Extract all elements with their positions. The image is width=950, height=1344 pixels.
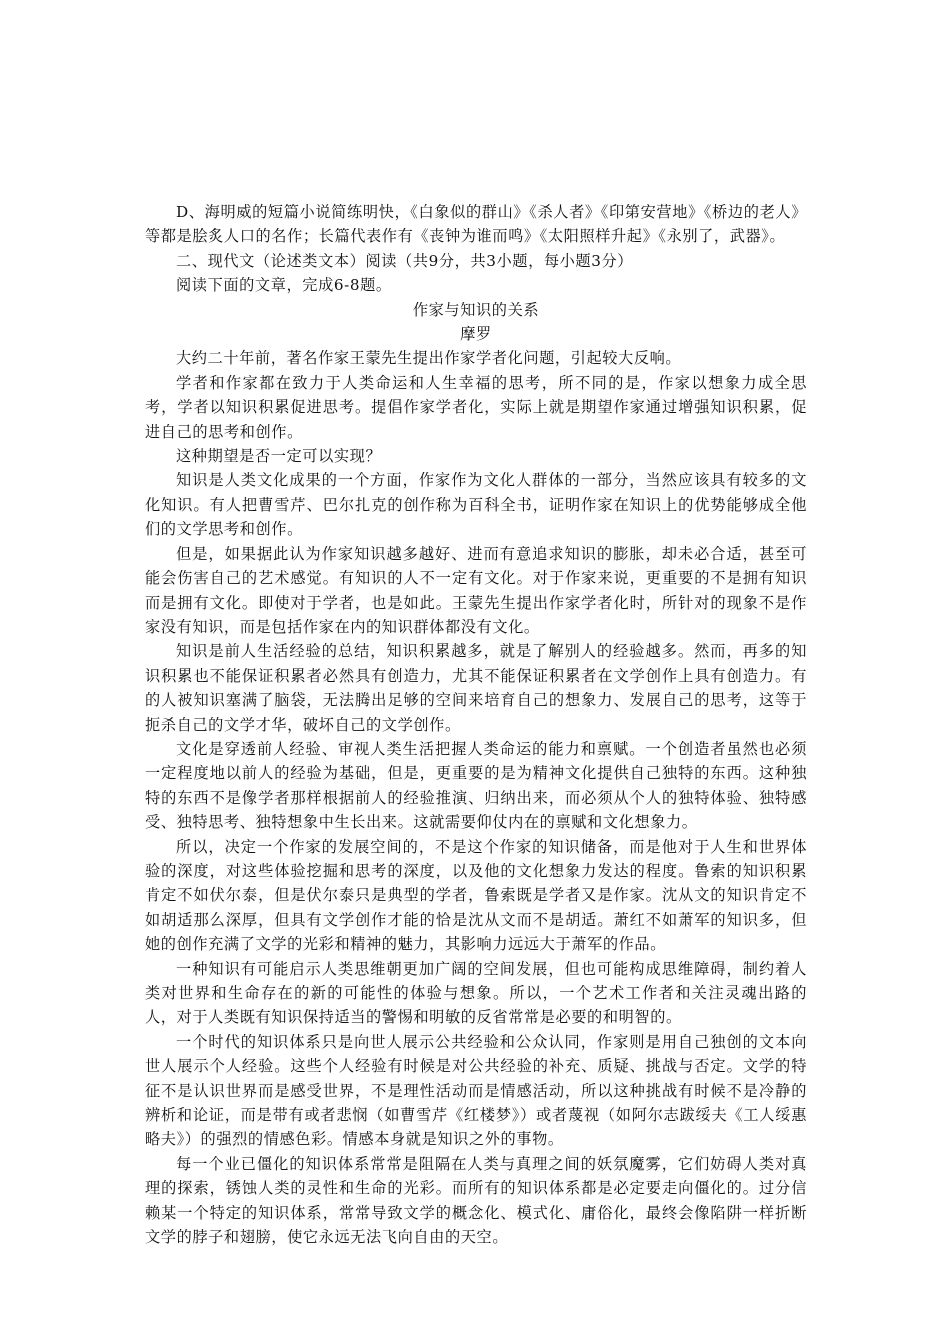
article-paragraph: 知识是前人生活经验的总结，知识积累越多，就是了解别人的经验越多。然而，再多的知识积累也不能保证积累者必然具有创造力，尤其不能保证积累者在文学创作上具有创造力。有的人被知识塞满了脑袋，无法腾出足够的空间来培育自己的想象力、发展自己的思考，这等于扼杀自己的文学才华，破坏自己的文学创作。 <box>145 642 807 734</box>
article-paragraph: 但是，如果据此认为作家知识越多越好、进而有意追求知识的膨胀，却未必合适，甚至可能会伤害自己的艺术感觉。有知识的人不一定有文化。对于作家来说，更重要的不是拥有知识而是拥有文化。即使对于学者，也是如此。王蒙先生提出作家学者化时，所针对的现象不是作家没有知识，而是包括作家在内的知识群体都没有文化。 <box>145 544 807 636</box>
article-paragraph: 大约二十年前，著名作家王蒙先生提出作家学者化问题，引起较大反响。 <box>176 349 682 368</box>
article-paragraph: 文化是穿透前人经验、审视人类生活把握人类命运的能力和禀赋。一个创造者虽然也必须一定程度地以前人的经验为基础，但是，更重要的是为精神文化提供自己独特的东西。这种独特的东西不是像学者那样根据前人的经验推演、归纳出来，而必须从个人的独特体验、独特感受、独特思考、独特想象中生长出来。这就需要仰仗内在的禀赋和文化想象力。 <box>145 739 807 832</box>
article-paragraph: 这种期望是否一定可以实现？ <box>176 447 382 466</box>
document-page <box>145 200 807 1249</box>
article-title: 作家与知识的关系 <box>412 300 540 319</box>
article-paragraph: 知识是人类文化成果的一个方面，作家作为文化人群体的一部分，当然应该具有较多的文化知识。有人把曹雪芹、巴尔扎克的创作称为百科全书，证明作家在知识上的优势能够成全他们的文学思考和创作。 <box>145 471 807 539</box>
article-paragraph: 每一个业已僵化的知识体系常常是阻隔在人类与真理之间的妖氛魔雾，它们妨碍人类对真理的探索，锈蚀人类的灵性和生命的光彩。而所有的知识体系都是必定要走向僵化的。过分信赖某一个特定的知识体系，常常导致文学的概念化、模式化、庸俗化，最终会像陷阱一样折断文学的脖子和翅膀，使它永远无法飞向自由的天空。 <box>145 1154 807 1247</box>
article-paragraph: 学者和作家都在致力于人类命运和人生幸福的思考，所不同的是，作家以想象力成全思考，学者以知识积累促进思考。提倡作家学者化，实际上就是期望作家通过增强知识积累，促进自己的思考和创作。 <box>145 373 807 441</box>
option-d-text: D、海明威的短篇小说简练明快，《白象似的群山》《杀人者》《印第安营地》《桥边的老人》等都是脍炙人口的名作；长篇代表作有《丧钟为谁而鸣》《太阳照样升起》《永别了，武器》。 <box>145 203 807 246</box>
article-paragraph: 一种知识有可能启示人类思维朝更加广阔的空间发展，但也可能构成思维障碍，制约着人类对世界和生命存在的新的可能性的体验与想象。所以，一个艺术工作者和关注灵魂出路的人，对于人类既有知识保持适当的警惕和明敏的反省常常是必要的和明智的。 <box>145 959 807 1027</box>
section-heading: 二、现代文（论述类文本）阅读（共9分，共3小题，每小题3分） <box>176 251 634 270</box>
article-paragraph: 一个时代的知识体系只是向世人展示公共经验和公众认同，作家则是用自己独创的文本向世人展示个人经验。这些个人经验有时候是对公共经验的补充、质疑、挑战与否定。文学的特征不是认识世界而是感受世界，不是理性活动而是情感活动，所以这种挑战有时候不是冷静的辨析和论证，而是带有或者悲悯（如曹雪芹《红楼梦》）或者蔑视（如阿尔志跋绥夫《工人绥惠略夫》）的强烈的情感色彩。情感本身就是知识之外的事物。 <box>145 1032 807 1149</box>
article-author: 摩罗 <box>460 325 492 344</box>
reading-instruction: 阅读下面的文章，完成6-8题。 <box>176 276 392 295</box>
article-paragraph: 所以，决定一个作家的发展空间的，不是这个作家的知识储备，而是他对于人生和世界体验的深度，对这些体验挖掘和思考的深度，以及他的文化想象力发达的程度。鲁索的知识积累肯定不如伏尔泰，但是伏尔泰只是典型的学者，鲁索既是学者又是作家。沈从文的知识肯定不如胡适那么深厚，但具有文学创作才能的恰是沈从文而不是胡适。萧红不如萧军的知识多，但她的创作充满了文学的光彩和精神的魅力，其影响力远远大于萧军的作品。 <box>145 837 807 954</box>
